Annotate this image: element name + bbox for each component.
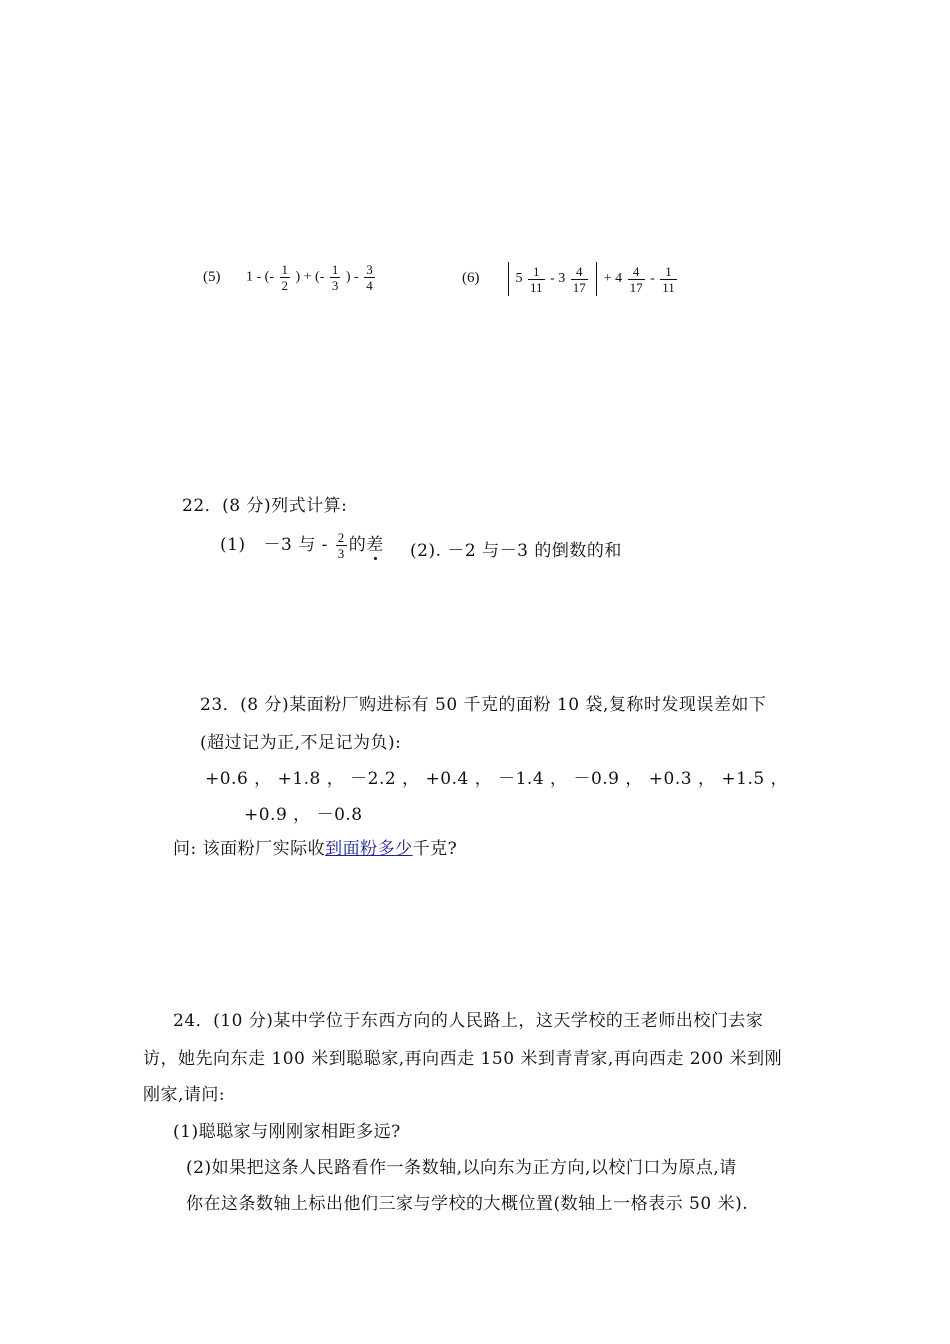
q22-part1 xyxy=(220,530,384,561)
expr-text: 5 xyxy=(515,271,523,287)
denominator: 11 xyxy=(662,279,675,295)
expr-text: 1 - (- xyxy=(246,269,274,285)
denominator: 2 xyxy=(281,278,288,293)
q23-line1: 23．(8 分)某面粉厂购进标有 50 千克的面粉 10 袋,复称时发现误差如下 xyxy=(200,695,767,715)
q22-part1-text: －3 与 - xyxy=(263,535,328,555)
q24-part1: (1)聪聪家与刚刚家相距多远? xyxy=(173,1122,401,1142)
denominator: 11 xyxy=(530,279,543,295)
q22-part1-label: (1) xyxy=(220,535,246,555)
q23-question-suffix: 千克? xyxy=(412,839,458,859)
expr-text: ) + (- xyxy=(295,269,325,285)
q22-part2: (2). －2 与－3 的倒数的和 xyxy=(410,541,622,561)
denominator: 4 xyxy=(366,278,373,293)
fraction xyxy=(280,262,291,293)
q23-line2: (超过记为正,不足记为负): xyxy=(200,733,402,753)
denominator: 17 xyxy=(629,279,643,295)
expr-text: + 4 xyxy=(603,271,623,287)
numerator: 2 xyxy=(337,530,345,545)
problem-6 xyxy=(462,262,679,296)
q24-line2: 访，她先向东走 100 米到聪聪家,再向西走 150 米到青青家,再向西走 200 米到刚 xyxy=(143,1049,783,1069)
q23-values-line1: +0.6 ， +1.8 ， －2.2 ， +0.4 ， －1.4 ， －0.9 ， +0.3 ， +1.5 ， xyxy=(205,769,789,789)
expr-text: - xyxy=(650,271,655,287)
q24-line3: 刚家,请问: xyxy=(143,1085,226,1105)
q24-part2-line2: 你在这条数轴上标出他们三家与学校的大概位置(数轴上一格表示 50 米). xyxy=(186,1194,749,1214)
problem-5 xyxy=(203,262,377,293)
numerator: 1 xyxy=(528,264,545,280)
fraction xyxy=(336,530,347,561)
denominator: 3 xyxy=(337,546,345,561)
denominator: 3 xyxy=(331,278,339,293)
problem-6-label: (6) xyxy=(462,270,480,287)
absolute-value-bar-right xyxy=(596,262,597,296)
fraction xyxy=(330,262,341,293)
denominator: 17 xyxy=(572,279,586,295)
fraction xyxy=(660,264,677,295)
absolute-value-bar-left xyxy=(508,262,509,296)
q24-part2-line1: (2)如果把这条人民路看作一条数轴,以向东为正方向,以校门口为原点,请 xyxy=(186,1158,737,1178)
q22-title: 22．(8 分)列式计算: xyxy=(182,496,348,516)
numerator: 4 xyxy=(628,264,645,280)
fraction xyxy=(528,264,545,295)
numerator: 4 xyxy=(571,264,588,280)
numerator: 1 xyxy=(331,262,339,277)
q22-emphasis-char: 差 xyxy=(366,535,384,555)
problem-5-label: (5) xyxy=(203,268,221,285)
numerator: 1 xyxy=(660,264,677,280)
numerator: 3 xyxy=(366,262,373,277)
q23-values-line2: +0.9 ， －0.8 xyxy=(244,805,363,825)
q23-question xyxy=(173,834,457,859)
fraction xyxy=(364,262,375,293)
expr-text: - 3 xyxy=(550,271,566,287)
numerator: 1 xyxy=(281,262,288,277)
q24-line1: 24．(10 分)某中学位于东西方向的人民路上，这天学校的王老师出校门去家 xyxy=(173,1011,764,1031)
q23-question-prefix: 问: 该面粉厂实际收 xyxy=(173,839,326,859)
fraction xyxy=(571,264,588,295)
q22-part1-text-de: 的 xyxy=(348,535,367,555)
fraction xyxy=(628,264,645,295)
expr-text: ) - xyxy=(345,269,359,285)
q23-hyperlink[interactable]: 到面粉多少 xyxy=(325,839,413,859)
